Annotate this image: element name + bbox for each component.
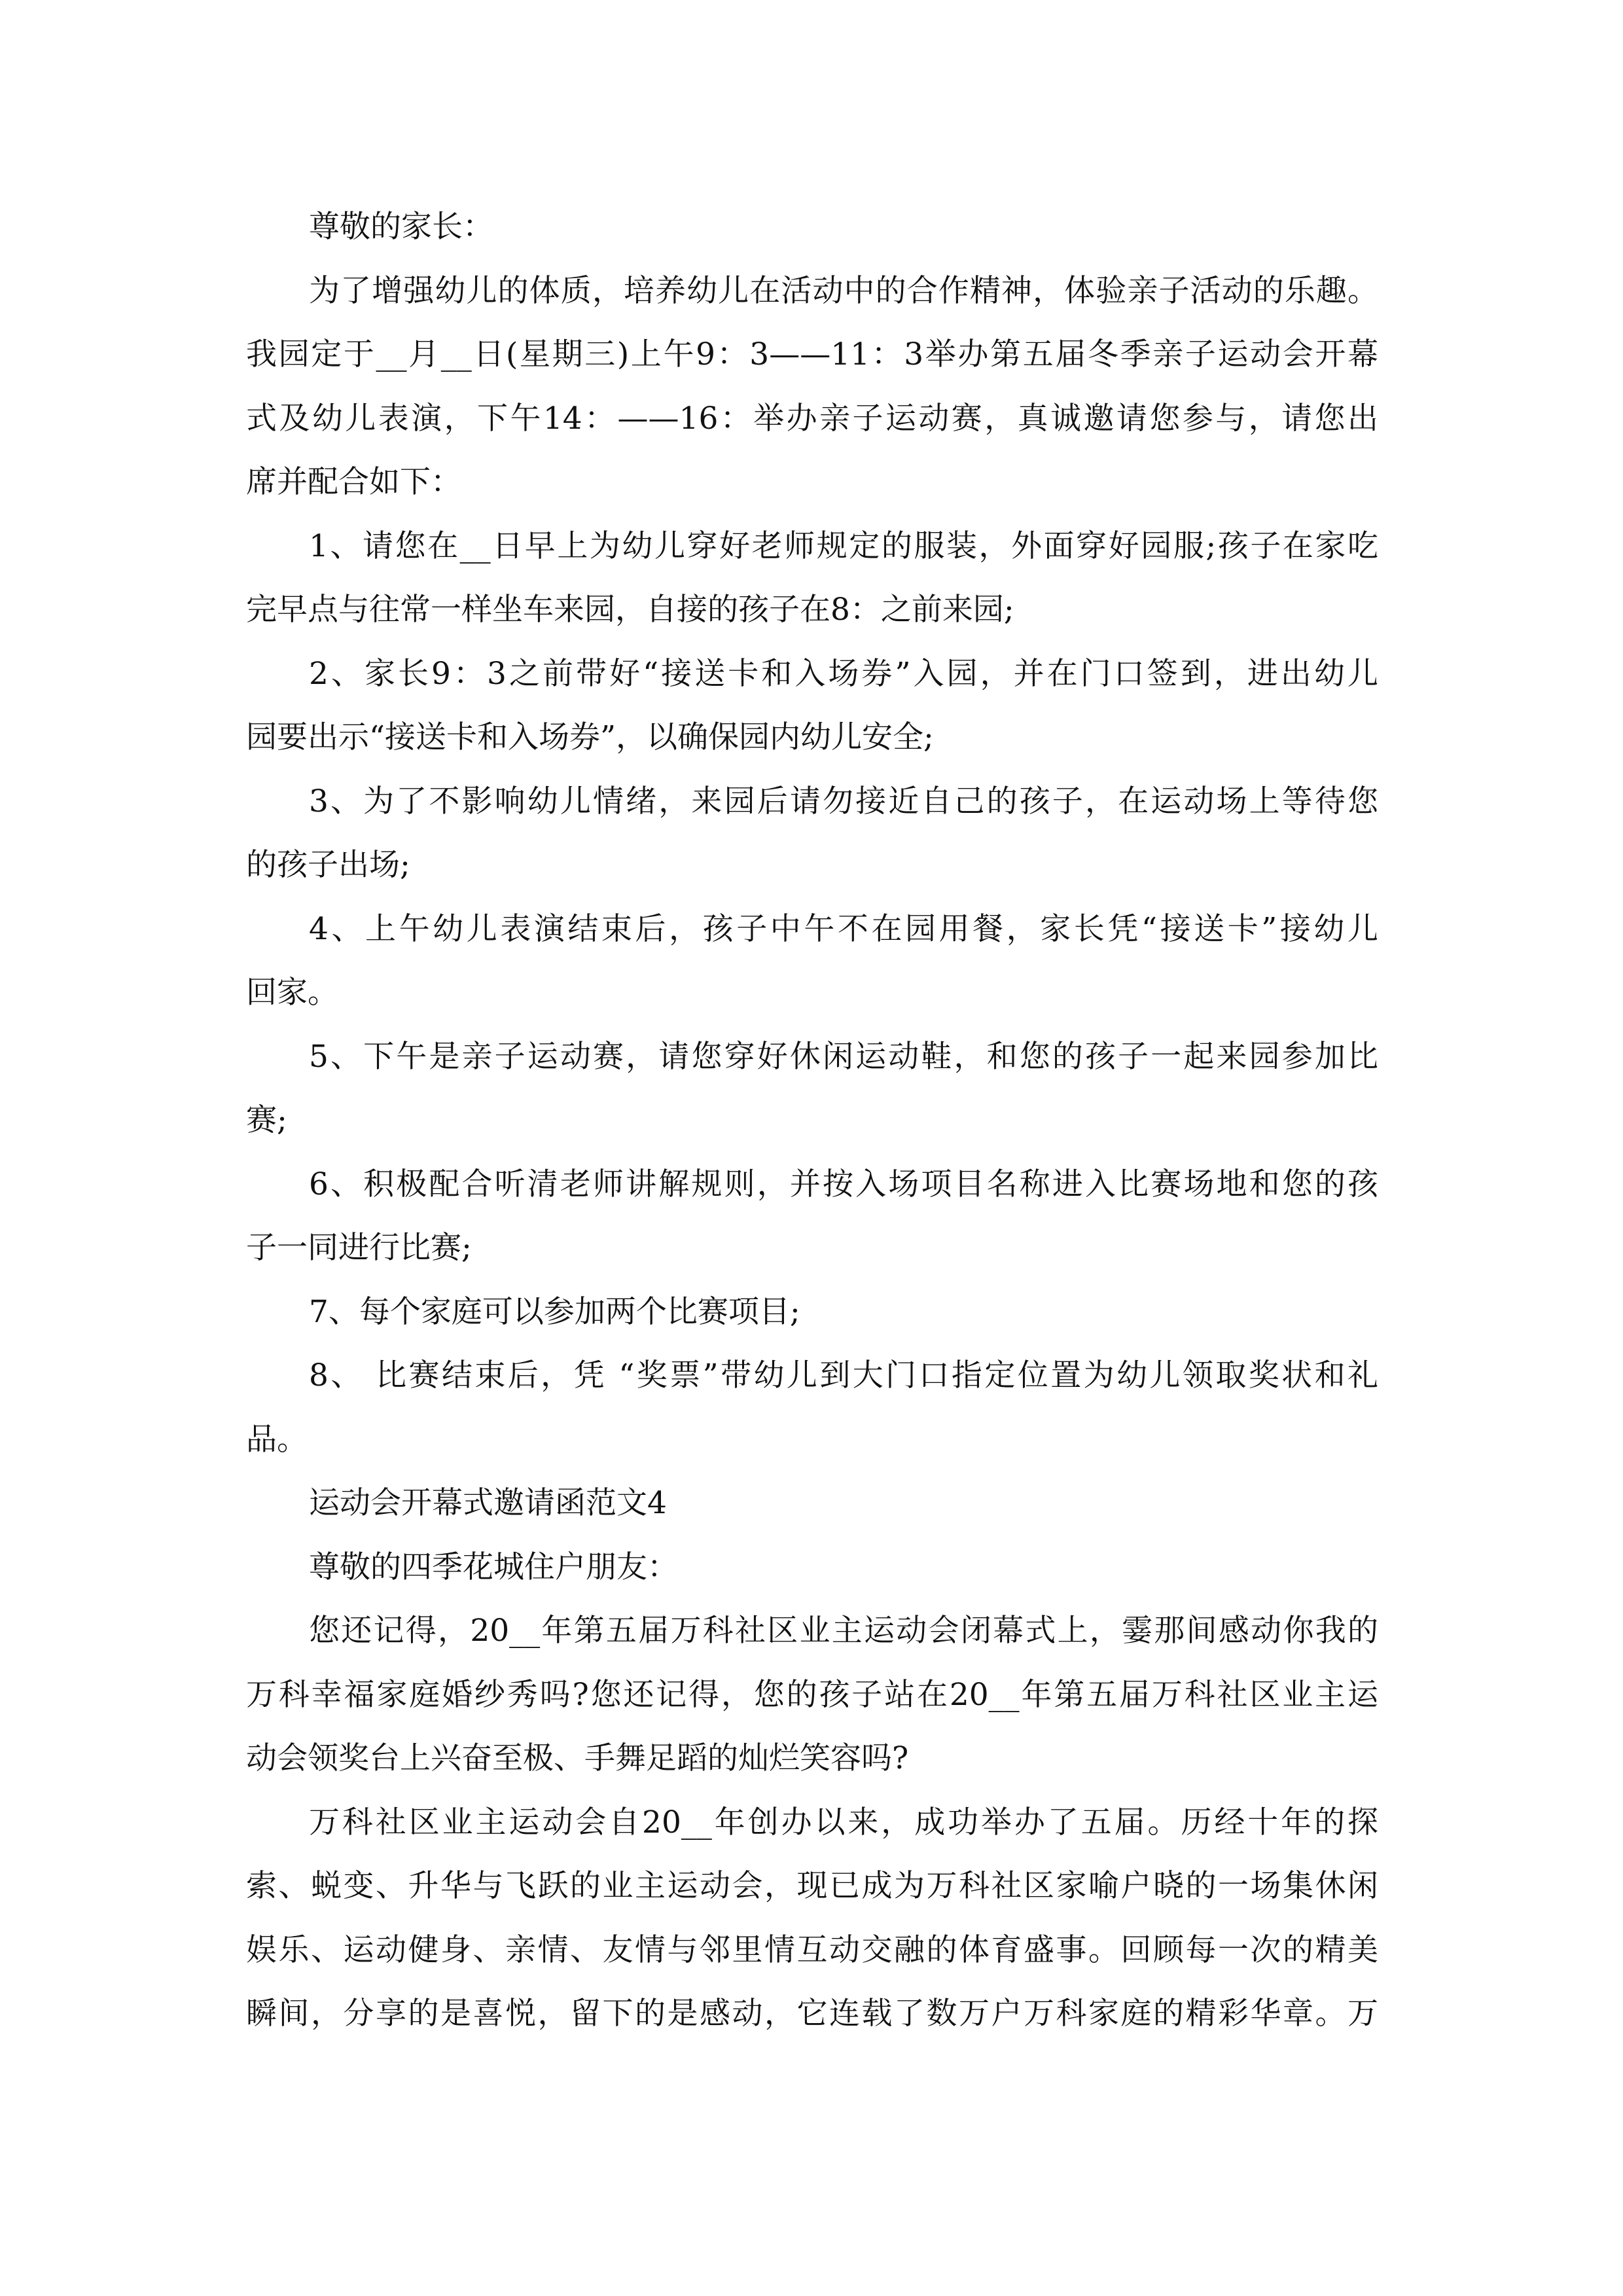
paragraph <box>246 770 1378 897</box>
text-line: 尊敬的家长： <box>309 209 493 245</box>
paragraph <box>246 514 1378 642</box>
paragraph <box>246 1791 1378 2046</box>
paragraph <box>246 195 1378 259</box>
paragraph <box>246 1153 1378 1280</box>
text-line: 8、 比赛结束后，凭 “奖票”带幼儿到大门口指定位置为幼儿领取奖状和礼 <box>309 1357 1378 1393</box>
text-line: 瞬间，分享的是喜悦，留下的是感动，它连载了数万户万科家庭的精彩华章。万 <box>246 1996 1378 2032</box>
paragraph <box>246 897 1378 1025</box>
document-page <box>246 195 1378 2046</box>
paragraph <box>246 1280 1378 1344</box>
text-line: 您还记得，20__年第五届万科社区业主运动会闭幕式上，霎那间感动你我的 <box>309 1613 1378 1649</box>
text-line: 为了增强幼儿的体质，培养幼儿在活动中的合作精神，体验亲子活动的乐趣。 <box>309 272 1378 309</box>
text-line: 娱乐、运动健身、亲情、友情与邻里情互动交融的体育盛事。回顾每一次的精美 <box>246 1931 1378 1968</box>
text-line: 式及幼儿表演，下午14：——16：举办亲子运动赛，真诚邀请您参与，请您出 <box>246 400 1378 437</box>
text-line: 索、蜕变、升华与飞跃的业主运动会，现已成为万科社区家喻户晓的一场集休闲 <box>246 1868 1378 1904</box>
text-line: 动会领奖台上兴奋至极、手舞足蹈的灿烂笑容吗? <box>246 1740 909 1776</box>
paragraph <box>246 1025 1378 1153</box>
paragraph <box>246 1344 1378 1471</box>
text-line: 3、为了不影响幼儿情绪，来园后请勿接近自己的孩子，在运动场上等待您 <box>309 783 1378 819</box>
text-line: 席并配合如下： <box>246 464 461 500</box>
text-line: 完早点与往常一样坐车来园，自接的孩子在8：之前来园; <box>246 592 1014 628</box>
text-line: 尊敬的四季花城住户朋友： <box>309 1549 678 1585</box>
text-line: 6、积极配合听清老师讲解规则，并按入场项目名称进入比赛场地和您的孩 <box>309 1166 1378 1202</box>
paragraph <box>246 1471 1378 1535</box>
text-line: 2、家长9：3之前带好“接送卡和入场券”入园，并在门口签到，进出幼儿 <box>309 655 1378 692</box>
text-line: 园要出示“接送卡和入场券”，以确保园内幼儿安全; <box>246 719 934 755</box>
text-line: 7、每个家庭可以参加两个比赛项目; <box>309 1293 800 1330</box>
paragraph <box>246 259 1378 514</box>
text-line: 5、下午是亲子运动赛，请您穿好休闲运动鞋，和您的孩子一起来园参加比 <box>309 1038 1378 1075</box>
paragraph <box>246 1599 1378 1791</box>
paragraph <box>246 1535 1378 1600</box>
text-line: 回家。 <box>246 975 338 1011</box>
text-line: 万科社区业主运动会自20__年创办以来，成功举办了五届。历经十年的探 <box>309 1804 1378 1840</box>
text-line: 万科幸福家庭婚纱秀吗?您还记得，您的孩子站在20__年第五届万科社区业主运 <box>246 1676 1378 1713</box>
text-line: 我园定于__月__日(星期三)上午9：3——11：3举办第五届冬季亲子运动会开幕 <box>246 336 1378 372</box>
text-line: 1、请您在__日早上为幼儿穿好老师规定的服装，外面穿好园服;孩子在家吃 <box>309 528 1378 564</box>
text-line: 品。 <box>246 1421 308 1458</box>
text-line: 的孩子出场; <box>246 847 410 883</box>
text-line: 赛; <box>246 1102 287 1138</box>
text-line: 运动会开幕式邀请函范文4 <box>309 1485 667 1521</box>
text-line: 4、上午幼儿表演结束后，孩子中午不在园用餐，家长凭“接送卡”接幼儿 <box>309 910 1378 947</box>
paragraph <box>246 642 1378 770</box>
text-line: 子一同进行比赛; <box>246 1230 472 1266</box>
